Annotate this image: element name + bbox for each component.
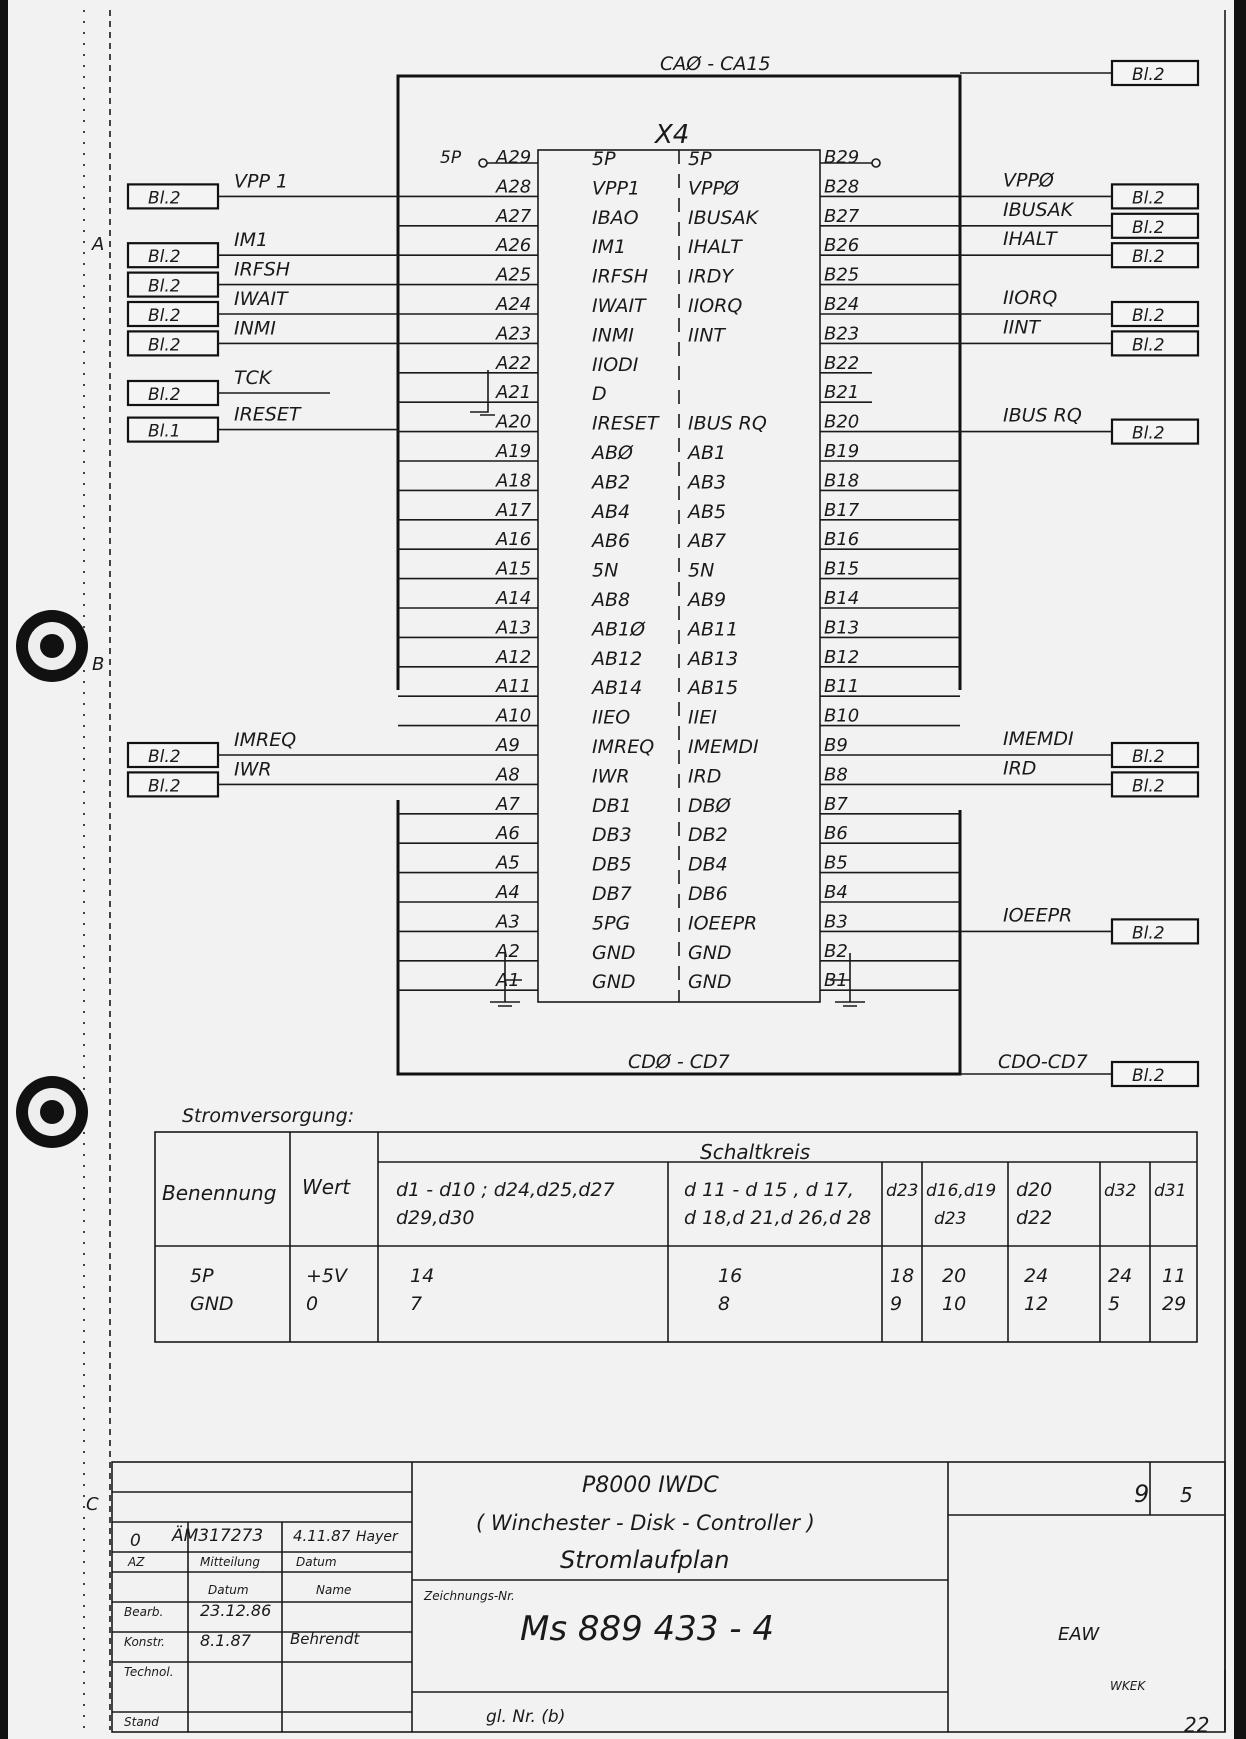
left-ref: Bl.2 [148,247,181,268]
b-pin-number: B6 [824,823,848,845]
a-pin-number: A3 [496,911,520,933]
title-line-1: P8000 IWDC [582,1473,719,1498]
a-pin-number: A5 [496,852,520,874]
b-pin-signal: 5N [688,559,715,582]
a-pin-number: A14 [496,588,532,609]
right-signal-label: IMEMDI [1003,728,1074,750]
left-signal-label: IM1 [234,229,269,252]
b-pin-number: B3 [824,911,848,933]
a-pin-number: A25 [496,264,532,286]
right-ref: Bl.2 [1132,217,1165,238]
lbl-name: Name [316,1583,352,1597]
bus-bottom-ref: Bl.2 [1132,1066,1165,1086]
a-pin-signal: 5PG [592,912,631,935]
power-cell-c3: 9 [890,1293,903,1315]
right-ref: Bl.2 [1132,306,1165,326]
b-pin-signal: DBØ [688,794,731,817]
b-pin-signal: IMEMDI [688,736,759,758]
left-ref: Bl.2 [148,335,181,356]
a-pin-signal: IRESET [592,412,659,435]
left-ref: Bl.1 [148,421,181,442]
b-pin-signal: IOEEPR [688,912,758,935]
b-pin-signal: DB2 [688,824,728,847]
a-pin-signal: IWAIT [592,295,646,317]
b-pin-number: B22 [824,352,860,374]
b-pin-number: B18 [824,470,860,492]
left-signal-label: TCK [234,367,272,389]
b-pin-number: B28 [824,176,860,198]
power-cell-c7: 29 [1162,1293,1187,1315]
a-pin-number: A7 [496,793,520,815]
b-pin-number: B23 [824,323,860,345]
company-code: WKEK [1110,1679,1146,1693]
a-pin-number: A9 [496,735,520,756]
b-pin-number: B1 [824,970,848,992]
left-ref: Bl.2 [148,188,181,209]
power-cell-c3: 18 [890,1265,915,1287]
b-pin-signal: GND [688,941,732,964]
a-pin-number: A27 [496,205,532,227]
b-pin-number: B4 [824,882,848,903]
b-pin-number: B12 [824,646,860,668]
right-signal-label: IHALT [1003,228,1057,251]
a-pin-number: A10 [496,705,532,727]
b-pin-number: B10 [824,705,860,727]
right-ref: Bl.2 [1132,747,1165,767]
power-group-1b: d29,d30 [396,1207,475,1229]
b-pin-signal: VPPØ [688,177,739,200]
left-signal-label: IWAIT [234,288,288,310]
lbl-datum-2: Datum [208,1583,249,1597]
b-pin-number: B27 [824,205,860,227]
power-group-1a: d1 - d10 ; d24,d25,d27 [396,1179,615,1201]
left-signal-label: INMI [234,317,276,340]
b-pin-signal: 5P [688,148,712,170]
power-group-3: d23 [886,1181,919,1201]
a-pin-number: A16 [496,529,532,551]
power-cell-c7: 11 [1162,1265,1187,1287]
a-pin-number: A15 [496,558,532,580]
a-pin-signal: AB14 [592,677,643,700]
b-pin-number: B13 [824,617,860,639]
power-col-group: Schaltkreis [700,1140,811,1164]
a-pin-signal: GND [592,941,636,964]
a-pin-number: A22 [496,352,532,374]
b-pin-signal: IBUS RQ [688,412,767,435]
title-line-3: Stromlaufplan [560,1546,730,1574]
b-pin-signal: AB5 [688,500,727,523]
a-pin-signal: AB12 [592,647,643,670]
bus-bottom-right-label: CDO-CD7 [998,1051,1088,1073]
b-pin-number: B25 [824,264,860,286]
power-col-value: Wert [302,1175,351,1199]
a-pin-signal: AB6 [592,530,631,553]
left-signal-label: IRESET [234,403,301,426]
power-cell-c6: 5 [1108,1293,1121,1315]
power-cell-c1: 14 [410,1265,435,1287]
bus-top-label: CAØ - CA15 [660,53,771,75]
power-cell-name: GND [190,1293,234,1315]
page-number: 22 [1184,1713,1210,1737]
a-pin-number: A1 [496,970,520,992]
left-ref: Bl.2 [148,276,181,297]
lbl-technol: Technol. [124,1665,174,1679]
b-pin-number: B5 [824,852,848,874]
power-group-4b: d23 [934,1209,967,1229]
rev-change: ÄM317273 [172,1526,264,1546]
left-signal-label: IWR [234,758,272,781]
a-pin-signal: DB7 [592,883,632,905]
sheet-count: 5 [1180,1483,1193,1507]
b-pin-signal: AB11 [688,618,739,641]
power-cell-c4: 20 [942,1265,967,1287]
b-pin-signal: DB6 [688,883,728,905]
a-pin-number: A4 [496,882,520,903]
left-signal-label: IMREQ [234,729,297,751]
a-pin-signal: VPP1 [592,177,641,200]
a-pin-signal: AB2 [592,471,631,494]
lbl-bearb: Bearb. [124,1605,164,1619]
a-pin-number: A23 [496,323,532,345]
a-pin-signal: IRFSH [592,265,649,288]
rev-date: 4.11.87 [293,1527,351,1545]
right-ref: Bl.2 [1132,423,1165,444]
a-pin-number: A17 [496,499,532,521]
right-ref: Bl.2 [1132,188,1165,209]
b-pin-signal: AB9 [688,589,727,611]
b-pin-number: B26 [824,235,860,257]
a-pin-signal: IMREQ [592,736,655,758]
b-pin-signal: AB13 [688,647,739,670]
a-pin-signal: IIODI [592,353,639,376]
right-signal-label: IRD [1003,757,1037,780]
power-group-2a: d 11 - d 15 , d 17, [684,1179,854,1201]
a-pin-signal: IM1 [592,236,627,259]
lbl-datum-1: Datum [296,1555,337,1569]
right-ref: Bl.2 [1132,335,1165,356]
power-cell-c4: 10 [942,1293,967,1315]
margin-mark-a: A [92,234,105,255]
bus-bottom-label: CDØ - CD7 [628,1051,730,1073]
title-line-2: ( Winchester - Disk - Controller ) [476,1511,815,1535]
power-cell-c6: 24 [1108,1265,1133,1287]
right-signal-label: IINT [1003,316,1041,339]
b-pin-signal: IIEI [688,706,717,729]
b-pin-number: B20 [824,411,860,433]
a-pin-number: A28 [496,176,532,198]
right-signal-label: IBUSAK [1003,198,1074,221]
power-cell-c5: 24 [1024,1265,1049,1287]
a-pin-number: A2 [496,940,520,962]
margin-mark-c: C [86,1494,99,1515]
power-group-5a: d20 [1016,1179,1053,1201]
a-pin-number: A19 [496,441,532,462]
a-pin-number: A6 [496,823,520,845]
a-pin-signal: AB4 [592,500,631,523]
power-group-6: d32 [1104,1181,1137,1201]
drawing-number: Ms 889 433 - 4 [520,1609,774,1649]
a-pin-signal: ABØ [592,442,633,464]
a-pin-signal: 5N [592,559,619,582]
b-pin-number: B8 [824,764,848,786]
a-pin-number: A26 [496,235,532,257]
power-cell-value: +5V [306,1265,348,1287]
b-pin-number: B24 [824,294,860,315]
margin-mark-b: B [92,654,105,675]
b-pin-signal: IRDY [688,265,734,288]
a-pin-number: A11 [496,676,532,698]
a-pin-signal: IWR [592,765,630,788]
b-pin-signal: IRD [688,765,722,788]
right-ref: Bl.2 [1132,247,1165,268]
b-pin-number: B11 [824,676,860,698]
b-pin-signal: IINT [688,324,726,347]
left-ref: Bl.2 [148,776,181,797]
right-signal-label: IIORQ [1003,287,1058,309]
a-pin-number: A20 [496,411,532,433]
a-pin-number: A18 [496,470,532,492]
b-pin-number: B2 [824,940,848,962]
right-signal-label: IBUS RQ [1003,404,1082,427]
b-pin-number: B9 [824,735,848,756]
sheet-number: 9 [1134,1480,1150,1508]
a-pin-signal: DB3 [592,824,632,847]
a-pin-signal: 5P [592,148,616,170]
a-pin-number: A29 [496,147,532,168]
power-group-7: d31 [1154,1181,1187,1201]
right-signal-label: VPPØ [1003,169,1054,192]
b-pin-number: B21 [824,382,860,404]
a-pin-signal: DB5 [592,853,632,876]
left-ref: Bl.2 [148,747,181,767]
b-pin-signal: AB15 [688,677,739,700]
b-pin-signal: IIORQ [688,295,743,317]
konstr-date: 8.1.87 [200,1631,251,1650]
a-pin-number: A21 [496,382,532,404]
gl-nr: gl. Nr. (b) [486,1707,566,1727]
konstr-name: Behrendt [290,1630,360,1648]
punch-hole-top [16,610,88,682]
a-pin-number: A8 [496,764,520,786]
a-pin-signal: AB1Ø [592,618,646,641]
b-pin-number: B17 [824,499,860,521]
power-cell-value: 0 [306,1293,319,1315]
right-ref: Bl.2 [1132,923,1165,944]
left-signal-label: IRFSH [234,258,291,281]
b-pin-signal: AB7 [688,530,727,553]
power-group-5b: d22 [1016,1207,1053,1229]
a-pin-number: A24 [496,294,532,315]
b-pin-signal: AB1 [688,442,727,464]
a-pin-signal: AB8 [592,589,631,611]
b-pin-number: B29 [824,147,860,168]
b-pin-number: B19 [824,441,860,462]
power-col-name: Benennung [162,1181,277,1205]
b-pin-signal: IBUSAK [688,206,759,229]
a-pin-number: A12 [496,646,532,668]
power-cell-c1: 7 [410,1293,423,1315]
b-pin-signal: AB3 [688,471,727,494]
a-pin-signal: IBAO [592,206,639,229]
lbl-mitteilung: Mitteilung [200,1555,260,1569]
power-group-4a: d16,d19 [926,1181,997,1201]
b-pin-signal: IHALT [688,236,742,259]
a-pin-signal: IIEO [592,706,631,729]
rev-index: 0 [130,1531,141,1551]
punch-hole-bottom [16,1076,88,1148]
b-pin-number: B15 [824,558,860,580]
bearb-date: 23.12.86 [200,1601,272,1620]
power-pin-label: 5P [440,148,462,168]
lbl-zeichnung: Zeichnungs-Nr. [424,1589,515,1603]
power-cell-name: 5P [190,1265,214,1287]
power-cell-c2: 8 [718,1293,731,1315]
power-group-2b: d 18,d 21,d 26,d 28 [684,1207,872,1229]
power-cell-c2: 16 [718,1265,743,1287]
right-signal-label: IOEEPR [1003,904,1073,927]
left-signal-label: VPP 1 [234,170,289,193]
a-pin-signal: INMI [592,324,634,347]
a-pin-signal: D [592,383,607,406]
lbl-az: AZ [128,1555,145,1569]
b-pin-number: B14 [824,588,860,609]
connector-label: X4 [655,120,690,150]
lbl-konstr: Konstr. [124,1635,165,1649]
bus-top-ref: Bl.2 [1132,65,1165,85]
b-pin-number: B16 [824,529,860,551]
lbl-stand: Stand [124,1715,159,1729]
b-pin-number: B7 [824,793,848,815]
right-ref: Bl.2 [1132,776,1165,797]
left-ref: Bl.2 [148,385,181,405]
a-pin-number: A13 [496,617,532,639]
rev-sign: Hayer [356,1529,398,1545]
left-ref: Bl.2 [148,306,181,326]
power-cell-c5: 12 [1024,1293,1049,1315]
company: EAW [1058,1624,1100,1645]
power-table-title: Stromversorgung: [182,1105,355,1127]
b-pin-signal: GND [688,971,732,994]
a-pin-signal: GND [592,971,636,994]
b-pin-signal: DB4 [688,853,728,876]
a-pin-signal: DB1 [592,794,632,817]
